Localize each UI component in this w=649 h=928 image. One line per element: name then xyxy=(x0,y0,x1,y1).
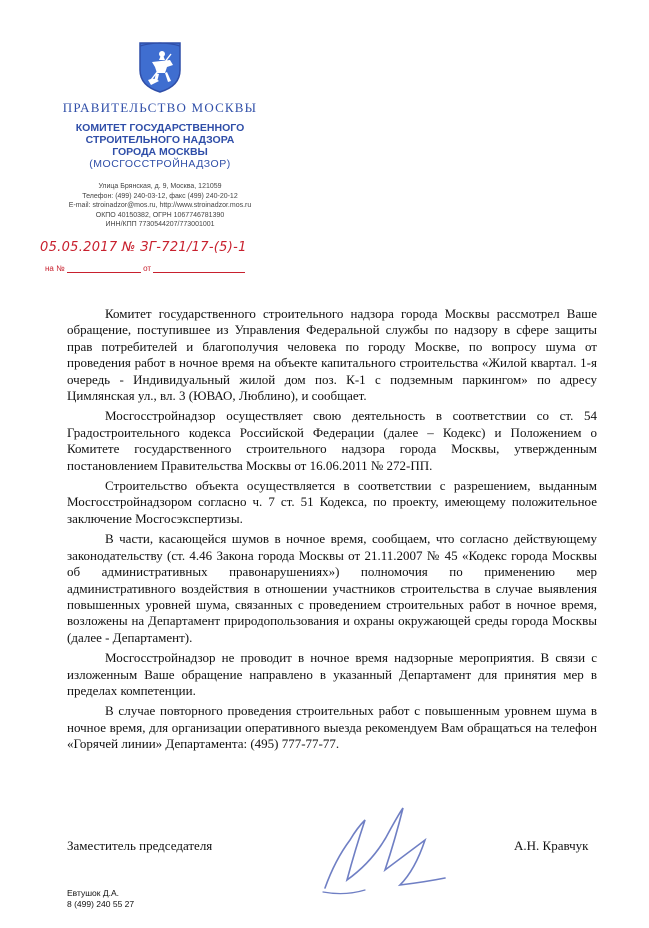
paragraph-2: Мосгосстройнадзор осуществляет свою деятельность в соответствии со ст. 54 Градостроительного кодекса Российской Федерации (далее – Кодекс) и Положением о Комитете государственного строительного надзора города Москвы, утвержденным постановлением Правительства Москвы от 16.06.2011 № 272-ПП. xyxy=(67,408,597,473)
ot-blank xyxy=(153,272,245,273)
inn-kpp: ИНН/КПП 7730544207/773001001 xyxy=(105,221,215,228)
phone-fax: Телефон: (499) 240-03-12, факс (499) 240-20-12 xyxy=(82,192,238,200)
paragraph-3: Строительство объекта осуществляется в соответствии с разрешением, выданным Мосгосстройнадзором согласно ч. 7 ст. 51 Кодекса, по проекту, имеющему положительное заключение Мосгосэкспертизы. xyxy=(67,478,597,526)
signatory-name: А.Н. Кравчук xyxy=(514,838,589,853)
signatory-title: Заместитель председателя xyxy=(67,838,213,853)
ot-label: от xyxy=(143,264,152,273)
executor-phone: 8 (499) 240 55 27 xyxy=(67,899,135,909)
committee-line-1: КОМИТЕТ ГОСУДАРСТВЕННОГО xyxy=(75,122,245,134)
paragraph-5: Мосгосстройнадзор не проводит в ночное время надзорные мероприятия. В связи с изложенным Ваше обращение направлено в указанный Департамент для принятия мер в пределах компетенции. xyxy=(67,650,597,698)
committee-line-2: СТРОИТЕЛЬНОГО НАДЗОРА xyxy=(85,134,235,146)
na-blank xyxy=(67,272,141,273)
committee-abbreviation: (МОСГОССТРОЙНАДЗОР) xyxy=(89,158,231,170)
committee-line-3: ГОРОДА МОСКВЫ xyxy=(112,146,208,158)
paragraph-4: В части, касающейся шумов в ночное время, сообщаем, что согласно действующему законодательству (ст. 4.46 Закона города Москвы от 21.11.2007 № 45 «Кодекс города Москвы об административных правонарушениях») полномочия по применению мер административного воздействия в отношении участников строительства в случае выявления повышенных уровней шума, связанных с проведением строительных работ в ночное время, возложены на Департамент природопользования и охраны окружающей среды города Москвы (далее - Департамент). xyxy=(67,531,597,645)
na-label: на № xyxy=(45,264,65,273)
letterhead xyxy=(40,40,280,230)
address: Улица Брянская, д. 9, Москва, 121059 xyxy=(98,183,222,190)
email-web: E-mail: stroinadzor@mos.ru, http://www.stroinadzor.mos.ru xyxy=(68,202,252,209)
paragraph-1: Комитет государственного строительного надзора города Москвы рассмотрел Ваше обращение, поступившее из Управления Федеральной службы по надзору в сфере защиты прав потребителей и благополучия человека по городу Москве, по вопросу шума от проведения работ в ночное время на объекте капитального строительства «Жилой квартал. 1-я очередь - Индивидуальный жилой дом поз. К-1 с подземным паркингом» по адресу Цимлянская ул., вл. 3 (ЮВАО, Люблино), и сообщает. xyxy=(67,306,597,404)
handwritten-date-number: 05.05.2017 № ЗГ-721/17-(5)-1 xyxy=(40,240,247,255)
executor-block xyxy=(67,888,134,910)
handwritten-signature xyxy=(305,800,455,900)
letter-body xyxy=(67,306,597,757)
executor-name: Евтушок Д.А. xyxy=(67,888,120,898)
committee-name xyxy=(40,122,280,170)
paragraph-6: В случае повторного проведения строительных работ с повышенным уровнем шума в ночное время, для организации оперативного выезда рекомендуем Вам обращаться на телефон «Горячей линии» Департамента: (495) 777-77-77. xyxy=(67,703,597,752)
okpo-ogrn: ОКПО 40150382, ОГРН 1067746781390 xyxy=(95,211,225,219)
reference-line xyxy=(45,264,245,273)
government-name: ПРАВИТЕЛЬСТВО МОСКВЫ xyxy=(62,100,258,115)
contact-block xyxy=(40,182,280,230)
moscow-coat-of-arms-icon xyxy=(137,40,183,94)
registration-line xyxy=(40,238,247,256)
